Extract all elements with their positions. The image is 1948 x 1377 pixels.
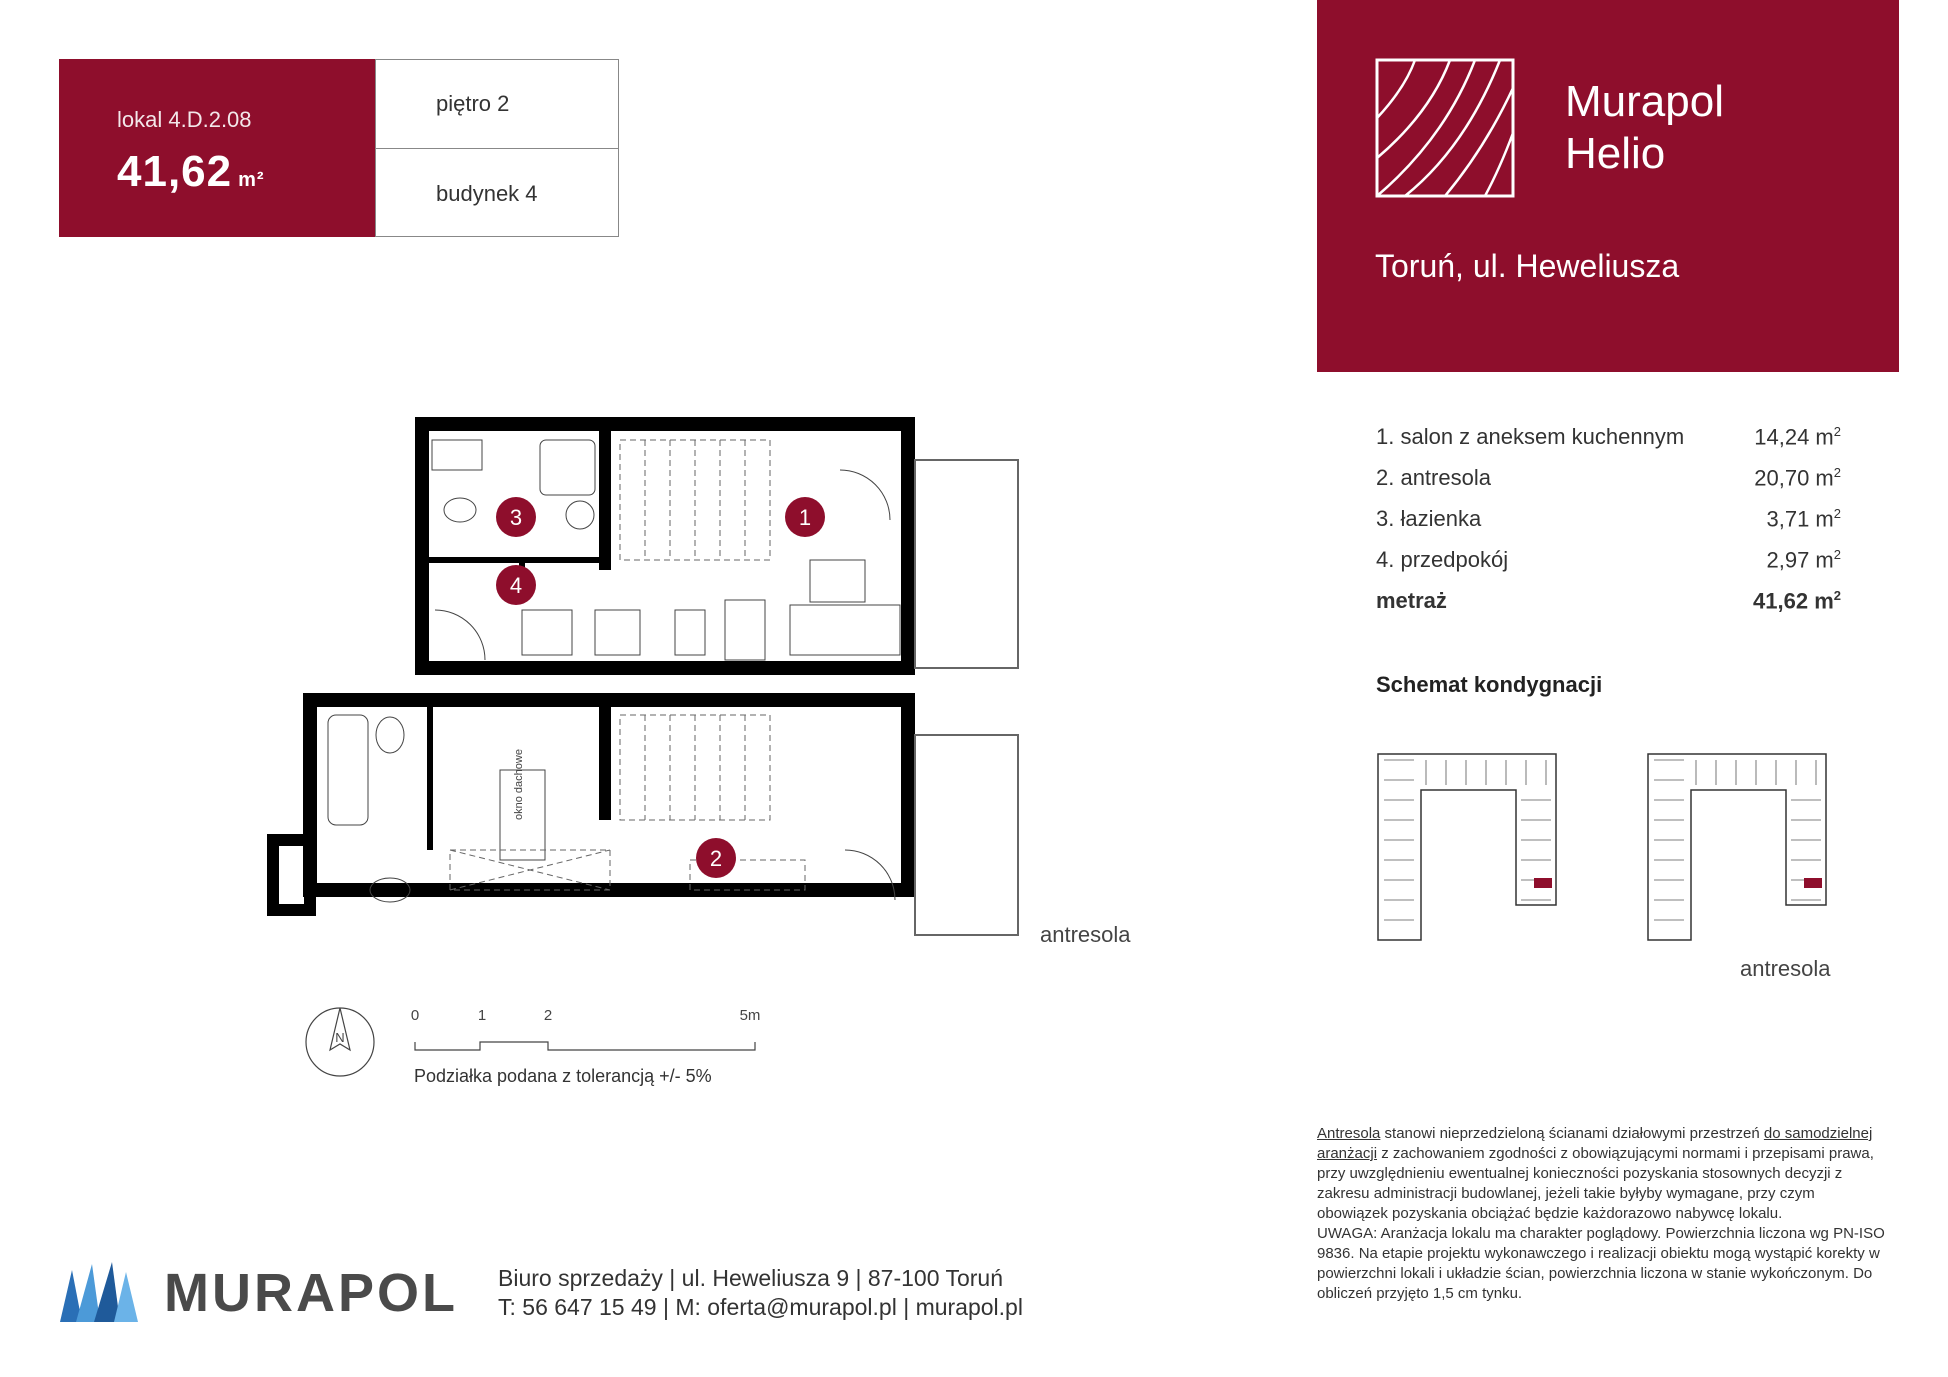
- room-area: 14,24 $m^2$: [1754, 424, 1841, 450]
- room-row: [1376, 547, 1841, 588]
- footer-office-address: Biuro sprzedaży | ul. Heweliusza 9 | 87-100 Toruń: [498, 1265, 1004, 1291]
- room-marker-4-label: 4: [509, 573, 523, 598]
- floor-info: piętro 2: [376, 60, 618, 149]
- disclaimer-note: UWAGA: Aranżacja lokalu ma charakter poglądowy. Powierzchnia liczona wg PN-ISO 9836. Na etapie projektu wykonawczego i realizacji obiektu mogą wystąpić korekty w powierzchni lokali i układzie ścian, powierzchnia liczona w stanie wykończonym. Do obliczeń przyjęto 1,5 cm tynku.: [1317, 1225, 1885, 1302]
- footer-contact: [498, 1264, 1023, 1322]
- disclaimer-part4: z zachowaniem zgodności z obowiązującymi normami i przepisami prawa, przy uwzględnieniu ewentualnej konieczności pozyskania stosownych decyzji z zakresu administracji budowlanej, jeżeli takie byłyby wymagane, przy czym obowiązek pozyskania obciążać będzie każdorazowo nabywcę lokalu.: [1317, 1145, 1874, 1222]
- room-area-list: [1376, 424, 1841, 629]
- room-name: 4. przedpokój: [1376, 547, 1509, 572]
- murapol-logo-text: MURAPOL: [164, 1263, 458, 1323]
- plan-antresola-label: antresola: [1040, 922, 1131, 947]
- disclaimer-antresola: Antresola: [1317, 1125, 1381, 1142]
- unit-location-marker: [1534, 878, 1552, 888]
- murapol-logo-icon: [60, 1262, 140, 1322]
- scale-tick-1: 1: [477, 1007, 487, 1024]
- schemat-title: Schemat kondygnacji: [1376, 672, 1603, 697]
- room-name: 3. łazienka: [1376, 506, 1482, 531]
- building-schematic: [1376, 750, 1846, 950]
- room-area: 3,71 $m^2$: [1766, 506, 1841, 532]
- unit-info-box: [375, 59, 619, 237]
- room-name: 2. antresola: [1376, 465, 1491, 490]
- room-marker-2-label: 2: [709, 846, 723, 871]
- room-row: [1376, 506, 1841, 547]
- unit-location-marker-antresola: [1804, 878, 1822, 888]
- disclaimer-part2: stanowi nieprzedzieloną ścianami działowymi przestrzeń: [1380, 1125, 1764, 1142]
- north-label: N: [335, 1030, 345, 1045]
- total-area-row: [1376, 588, 1841, 629]
- total-label: metraż: [1376, 588, 1447, 613]
- room-marker-3-label: 3: [509, 505, 523, 530]
- disclaimer-aranzacja: do samodzielnej aranżacji: [1317, 1125, 1873, 1162]
- scale-note: Podziałka podana z tolerancją +/- 5%: [414, 1066, 712, 1086]
- room-row: [1376, 465, 1841, 506]
- window-label: okno dachowe: [513, 749, 525, 820]
- room-area: 2,97 $m^2$: [1766, 547, 1841, 573]
- scale-tick-5m: 5m: [739, 1007, 761, 1024]
- unit-area: [117, 147, 265, 197]
- building-info: budynek 4: [436, 180, 538, 206]
- floor-plan: [260, 410, 1160, 970]
- room-marker-1-label: 1: [798, 505, 812, 530]
- brand-name-line2: Helio: [1565, 129, 1666, 178]
- unit-summary-box: [59, 59, 375, 237]
- scale-tick-2: 2: [543, 1007, 553, 1024]
- brand-header: [1317, 0, 1899, 372]
- room-row: [1376, 424, 1841, 465]
- scale-tick-0: 0: [410, 1007, 420, 1024]
- room-area: 20,70 $m^2$: [1754, 465, 1841, 491]
- unit-area-unit: m²: [238, 169, 265, 191]
- unit-area-value: 41,62: [117, 147, 233, 196]
- room-name: 1. salon z aneksem kuchennym: [1376, 424, 1685, 449]
- brand-address: Toruń, ul. Heweliusza: [1375, 248, 1680, 284]
- brand-name-line1: Murapol: [1565, 77, 1724, 126]
- schemat-antresola-label: antresola: [1740, 956, 1831, 981]
- helio-logo-icon: [1375, 58, 1515, 198]
- total-area: 41,62 $m^2$: [1753, 588, 1841, 614]
- disclaimer-text: [1317, 1124, 1887, 1304]
- footer-contact-line: T: 56 647 15 49 | M: oferta@murapol.pl | murapol.pl: [498, 1294, 1023, 1320]
- brand-name: [1565, 76, 1724, 180]
- unit-id: lokal 4.D.2.08: [117, 107, 252, 132]
